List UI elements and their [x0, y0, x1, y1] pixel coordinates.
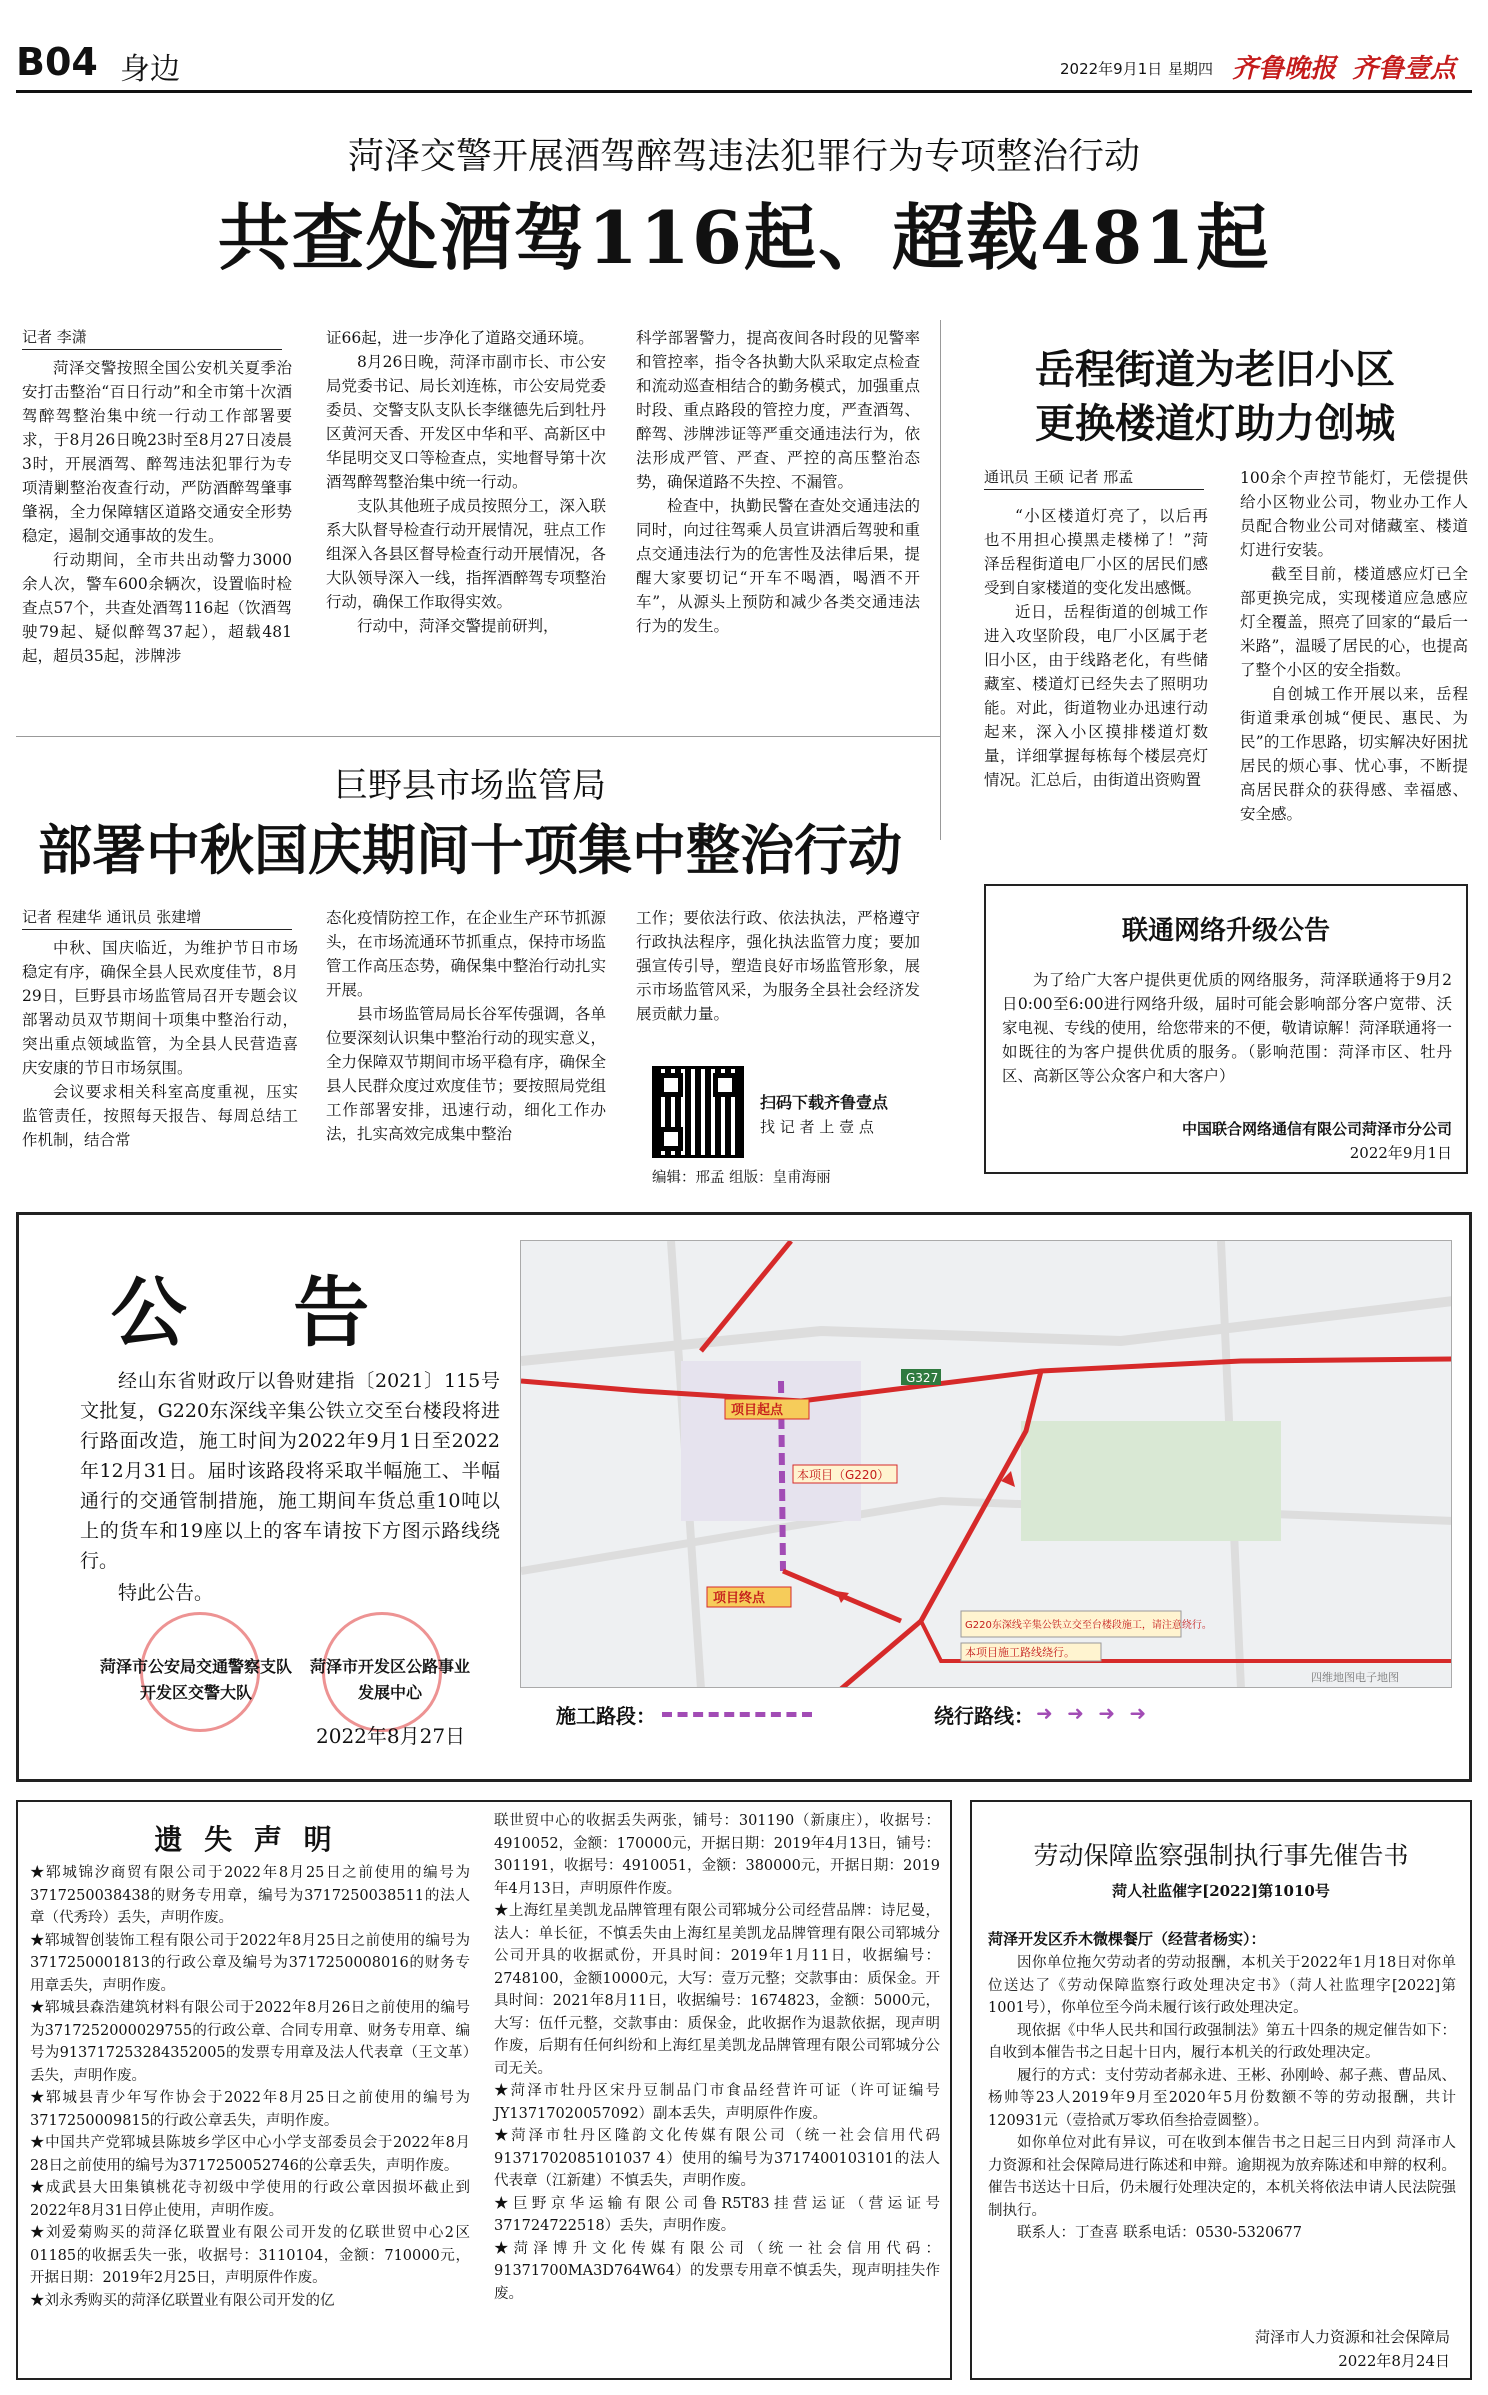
header-rule — [16, 90, 1472, 93]
article2-col1: “小区楼道灯亮了，以后再也不用担心摸黑走楼梯了！”菏泽岳程街道电厂小区的居民们感受到自家楼道的变化发出感慨。 近日，岳程街道的创城工作进入攻坚阶段，电厂小区属于老旧小区，由于线路老化，有些储藏室、楼道灯已经失去了照明功能。对此，街道物业办迅速行动起来，深入小区摸排楼道灯数量，详细掌握每栋每个楼层亮灯情况。汇总后，由街道出资购置 — [984, 507, 1208, 789]
notice-closing: 特此公告。 — [118, 1582, 214, 1604]
lost-title: 遗 失 声 明 — [154, 1823, 338, 1856]
notice-body: 经山东省财政厅以鲁财建指〔2021〕115号文批复，G220东深线辛集公铁立交至台楼段将进行路面改造，施工时间为2022年9月1日至2022年12月31日。届时该路段将采取半幅施工、半幅通行的交通管制措施，施工期间车货总重10吨以上的货车和19座以上的客车请按下方图示路线绕行。 — [80, 1370, 500, 1572]
article1-kicker: 菏泽交警开展酒驾醉驾违法犯罪行为专项整治行动 — [347, 136, 1140, 177]
map-note-1: G220东深线辛集公铁立交至台楼段施工，请注意绕行。 — [965, 1620, 1212, 1631]
legend-work-label: 施工路段： — [556, 1704, 656, 1728]
g327-shield: G327 — [906, 1371, 939, 1385]
legend-work-swatch — [662, 1712, 812, 1717]
map-provider: 四维地图电子地图 — [1311, 1671, 1399, 1684]
labor-recipient: 菏泽开发区乔木微棵餐厅（经营者杨实）： — [988, 1930, 1266, 1948]
map-green-area — [1021, 1421, 1281, 1541]
notice-org1-line1: 菏泽市公安局交通警察支队 — [99, 1657, 292, 1676]
map-area — [681, 1361, 861, 1521]
article2-headline-1: 岳程街道为老旧小区 — [1035, 346, 1395, 393]
article2-byline: 通讯员 王硕 记者 邢孟 — [984, 466, 1204, 490]
unicom-date: 2022年9月1日 — [1349, 1144, 1452, 1162]
notice-org2-line1: 菏泽市开发区公路事业 — [309, 1657, 470, 1676]
article3-byline: 记者 程建华 通讯员 张建增 — [22, 906, 292, 930]
labor-doc-number: 菏人社监催字[2022]第1010号 — [1112, 1882, 1330, 1900]
article1-byline: 记者 李潇 — [22, 326, 282, 350]
article2-headline-2: 更换楼道灯助力创城 — [1035, 400, 1395, 447]
labor-date: 2022年8月24日 — [1338, 2352, 1450, 2370]
weekday: 星期四 — [1168, 60, 1214, 78]
article1-col3: 科学部署警力，提高夜间各时段的见警率和管控率，指令各执勤大队采取定点检查和流动巡查相结合的勤务模式，加强重点时段、重点路段的管控力度，严查酒驾、醉驾、涉牌涉证等严重交通违法行为，依法形成严管、严查、严控的高压整治态势，确保道路不失控、不漏管。 检查中，执勤民警在查处交通违法的同时，向过往驾乘人员宣讲酒后驾驶和重点交通违法行为的危害性及法律后果，提醒大家要切记“开车不喝酒，喝酒不开车”，从源头上预防和减少各类交通违法行为的发生。 — [636, 329, 920, 635]
qr-caption-2: 找 记 者 上 壹 点 — [760, 1118, 874, 1136]
unicom-signer: 中国联合网络通信有限公司菏泽市分公司 — [1181, 1120, 1452, 1138]
map-graphic — [521, 1241, 1452, 1688]
detour-map — [520, 1240, 1452, 1688]
section-rule — [16, 736, 940, 737]
article3-headline: 部署中秋国庆期间十项集中整治行动 — [38, 818, 902, 882]
article1-headline: 共查处酒驾116起、超载481起 — [217, 195, 1271, 280]
editor-credit: 编辑：邢孟 组版：皇甫海丽 — [652, 1170, 831, 1186]
notice-date: 2022年8月27日 — [316, 1724, 466, 1748]
qr-code[interactable] — [652, 1066, 744, 1158]
labor-signer: 菏泽市人力资源和社会保障局 — [1254, 2328, 1450, 2346]
divider — [940, 320, 941, 840]
qr-caption-1: 扫码下载齐鲁壹点 — [760, 1093, 889, 1112]
article3-col3: 工作；要依法行政、依法执法，严格遵守行政执法程序，强化执法监管力度；要加强宣传引导，塑造良好市场监管形象，展示市场监管风采，为服务全县社会经济发展贡献力量。 — [636, 909, 920, 1023]
lost-col1: ★郓城锦汐商贸有限公司于2022年8月25日之前使用的编号为3717250038438的财务专用章，编号为3717250038511的法人章（代秀玲）丢失，声明作废。 ★郓城智创装饰工程有限公司于2022年8月25日之前使用的编号为3717250001813的行政公章及编号为3717250008016的财务专用章丢失，声明作废。 ★郓城县森浩建筑材料有限公司于2022年8月26日之前使用的编号为3717252000029755的行政公章、合同专用章、财务专用章、编号为913717253284352005的发票专用章及法人代表章（王文革）丢失，声明作废。 ★郓城县青少年写作协会于2022年8月25日之前使用的编号为3717250009815的行政公章丢失，声明作废。 ★中国共产党郓城县陈坡乡学区中心小学支部委员会于2022年8月28日之前使用的编号为3717250052746的公章丢失，声明作废。 ★成武县大田集镇桃花寺初级中学使用的行政公章因损坏截止到2022年8月31日停止使用，声明作废。 ★刘爱菊购买的菏泽亿联置业有限公司开发的亿联世贸中心2区01185的收据丢失一张，收据号：3110104，金额：710000元，开据日期：2019年2月25日，声明原件作废。 ★刘永秀购买的菏泽亿联置业有限公司开发的亿 — [30, 1865, 470, 2309]
article3-col2: 态化疫情防控工作，在企业生产环节抓源头，在市场流通环节抓重点，保持市场监管工作高压态势，确保集中整治行动扎实开展。 县市场监管局局长谷军传强调，各单位要深刻认识集中整治行动的现实意义，全力保障双节期间市场平稳有序，确保全县人民群众度过欢度佳节；要按照局党组工作部署安排，迅速行动，细化工作办法，扎实高效完成集中整治 — [326, 909, 606, 1143]
article2-col2: 100余个声控节能灯，无偿提供给小区物业公司，物业办工作人员配合物业公司对储藏室、楼道灯进行安装。 截至目前，楼道感应灯已全部更换完成，实现楼道应急感应灯全覆盖，照亮了回家的“最后一米路”，温暖了居民的心，也提高了整个小区的安全指数。 自创城工作开展以来，岳程街道秉承创城“便民、惠民、为民”的工作思路，切实解决好困扰居民的烦心事、忧心事，不断提高居民群众的获得感、幸福感、安全感。 — [1240, 469, 1468, 823]
lost-col2: 联世贸中心的收据丢失两张，铺号：301190（新康庄），收据号：4910052，金额：170000元，开据日期：2019年4月13日，铺号：301191，收据号：4910051，金额：380000元，开据日期：2019年4月13日，声明原件作废。 ★上海红星美凯龙品牌管理有限公司郓城分公司经营品牌：诗尼曼，法人：单长征，不慎丢失由上海红星美凯龙品牌管理有限公司郓城分公司开具的收据贰份，开具时间：2019年1月11日，收据编号：2748100，金额10000元，大写：壹万元整；交款事由：质保金。开具时间：2021年8月11日，收据编号：1674823，金额：5000元，大写：伍仟元整，交款事由：质保金，此收据作为退款依据，现声明作废，后期有任何纠纷和上海红星美凯龙品牌管理有限公司郓城分公司无关。 ★菏泽市牡丹区宋丹豆制品门市食品经营许可证（许可证编号JY13717020057092）副本丢失，声明原件作废。 ★菏泽市牡丹区隆韵文化传媒有限公司（统一社会信用代码91371702085101037 4）使用的编号为3717400103101的法人代表章（江新建）不慎丢失，声明作废。 ★巨野京华运输有限公司鲁R5T83挂营运证（营运证号371724722518）丢失，声明作废。 ★菏泽博升文化传媒有限公司（统一社会信用代码：91371700MA3D764W64）的发票专用章不慎丢失，现声明挂失作废。 — [494, 1813, 940, 2302]
app-logo: 齐鲁壹点 — [1352, 54, 1457, 84]
paper-logo: 齐鲁晚报 — [1232, 54, 1337, 84]
notice-title: 公 告 — [110, 1268, 410, 1357]
section-name: 身边 — [120, 52, 180, 87]
legend-detour-swatch: ➜ ➜ ➜ ➜ — [1036, 1701, 1151, 1725]
labor-title: 劳动保障监察强制执行事先催告书 — [1033, 1841, 1409, 1870]
article1-col1: 菏泽交警按照全国公安机关夏季治安打击整治“百日行动”和全市第十次酒驾醉驾整治集中统一行动工作部署要求，于8月26日晚23时至8月27日凌晨3时，开展酒驾、醉驾违法犯罪行为专项清剿整治夜查行动，严防酒醉驾肇事肇祸，全力保障辖区道路交通安全形势稳定，遏制交通事故的发生。 行动期间，全市共出动警力3000余人次，警车600余辆次，设置临时检查点57个，共查处酒驾116起（饮酒驾驶79起、疑似醉驾37起），超载481起，超员35起，涉牌涉 — [22, 359, 292, 665]
notice-org1-line2: 开发区交警大队 — [139, 1683, 252, 1702]
map-road-label: 本项目（G220） — [797, 1468, 890, 1482]
page-number: B04 — [16, 40, 98, 84]
notice-org2-line2: 发展中心 — [357, 1683, 422, 1702]
map-note-2: 本项目施工路线绕行。 — [965, 1646, 1075, 1659]
article3-col1: 中秋、国庆临近，为维护节日市场稳定有序，确保全县人民欢度佳节，8月29日，巨野县市场监管局召开专题会议部署动员双节期间十项集中整治行动，突出重点领域监管，为全县人民营造喜庆安康的节日市场氛围。 会议要求相关科室高度重视，压实监管责任，按照每天报告、每周总结工作机制，结合常 — [22, 939, 298, 1149]
map-start-label: 项目起点 — [731, 1403, 784, 1418]
article1-col2: 证66起，进一步净化了道路交通环境。 8月26日晚，菏泽市副市长、市公安局党委书记、局长刘连栋，市公安局党委委员、交警支队支队长李继德先后到牡丹区黄河天香、开发区中华和平、高新区中华昆明交叉口等检查点，实地督导第十次酒驾醉驾整治集中统一行动。 支队其他班子成员按照分工，深入联系大队督导检查行动开展情况，驻点工作组深入各县区督导检查行动开展情况，各大队领导深入一线，指挥酒醉驾专项整治行动，确保工作取得实效。 行动中，菏泽交警提前研判， — [326, 329, 606, 635]
article3-kicker: 巨野县市场监管局 — [334, 766, 606, 806]
unicom-title: 联通网络升级公告 — [1121, 916, 1330, 946]
legend-detour-label: 绕行路线： — [934, 1704, 1034, 1728]
unicom-body: 为了给广大客户提供更优质的网络服务，菏泽联通将于9月2日0:00至6:00进行网络升级，届时可能会影响部分客户宽带、沃家电视、专线的使用，给您带来的不便，敬请谅解！菏泽联通将一如既往的为客户提供优质的服务。（影响范围：菏泽市区、牡丹区、高新区等公众客户和大客户） — [1002, 971, 1452, 1085]
map-end-label: 项目终点 — [713, 1591, 766, 1606]
issue-date: 2022年9月1日 — [1060, 60, 1163, 78]
labor-body: 因你单位拖欠劳动者的劳动报酬，本机关于2022年1月18日对你单位送达了《劳动保障监察行政处理决定书》（菏人社监理字[2022]第1001号），你单位至今尚未履行该行政处理决定。 现依据《中华人民共和国行政强制法》第五十四条的规定催告如下：自收到本催告书之日起十日内，履行本机关的行政处理决定。 履行的方式：支付劳动者郝永进、王彬、孙刚岭、郝子燕、曹品凤、杨帅等23人2019年9月至2020年5月份数额不等的劳动报酬，共计120931元（壹拾贰万零玖佰叁拾壹圆整）。 如你单位对此有异议，可在收到本催告书之日起三日内到 菏泽市人力资源和社会保障局进行陈述和申辩。逾期视为放弃陈述和申辩的权利。催告书送达十日后，仍未履行处理决定的，本机关将依法申请人民法院强制执行。 联系人：丁查喜 联系电话：0530-5320677 — [988, 1955, 1456, 2241]
